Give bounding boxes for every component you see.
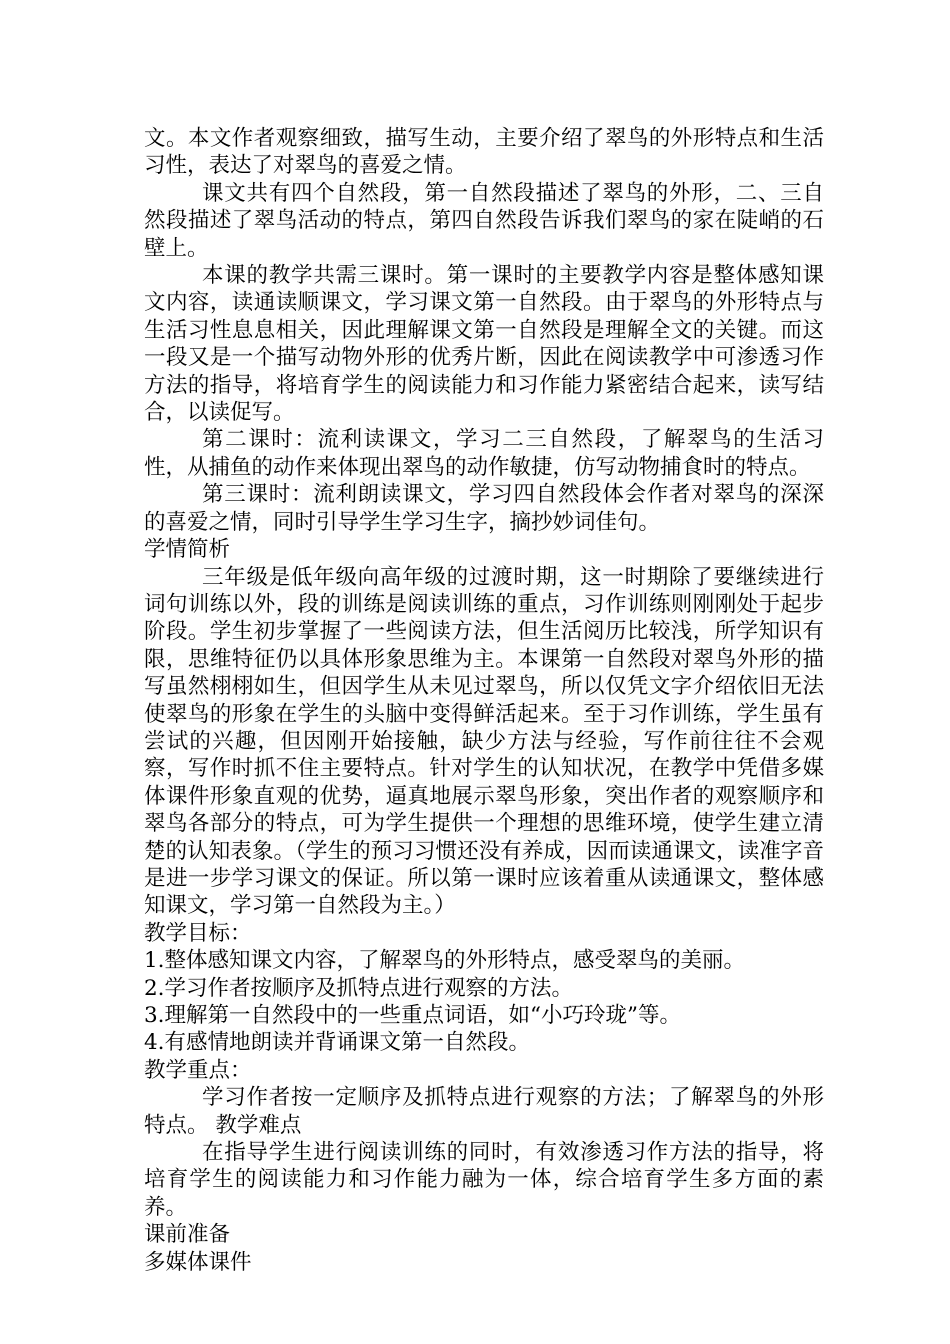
list-item-goal-4: 4.有感情地朗读并背诵课文第一自然段。 xyxy=(144,1030,531,1056)
list-item-goal-3: 3.理解第一自然段中的一些重点词语，如“小巧玲珑”等。 xyxy=(144,1003,681,1028)
heading-preparation: 课前准备 xyxy=(144,1222,231,1248)
paragraph-lesson-plan: 本课的教学共需三课时。第一课时的主要教学内容是整体感知课文内容，读通读顺课文，学习课文第一自然段。由于翠鸟的外形特点与生活习性息息相关，因此理解课文第一自然段是理解全文的关键。而这一段又是一个描写动物外形的优秀片断，因此在阅读教学中可渗透习作方法的指导，将培育学生的阅读能力和习作能力紧密结合起来，读写结合，以读促写。 xyxy=(144,263,824,426)
heading-teaching-goals: 教学目标： xyxy=(144,920,252,946)
paragraph-intro: 文。本文作者观察细致，描写生动，主要介绍了翠鸟的外形特点和生活习性，表达了对翠鸟的喜爱之情。 xyxy=(144,126,824,179)
heading-student-analysis: 学情简析 xyxy=(144,537,231,563)
paragraph-structure: 课文共有四个自然段，第一自然段描述了翠鸟的外形，二、三自然段描述了翠鸟活动的特点，第四自然段告诉我们翠鸟的家在陡峭的石壁上。 xyxy=(144,180,824,261)
list-item-goal-2: 2.学习作者按顺序及抓特点进行观察的方法。 xyxy=(144,975,574,1001)
list-item-goal-1: 1.整体感知课文内容，了解翠鸟的外形特点，感受翠鸟的美丽。 xyxy=(144,948,746,974)
paragraph-third-lesson: 第三课时：流利朗读课文，学习四自然段体会作者对翠鸟的深深的喜爱之情，同时引导学生学习生字，摘抄妙词佳句。 xyxy=(144,482,824,535)
heading-key-points: 教学重点： xyxy=(144,1057,252,1083)
paragraph-difficulties: 在指导学生进行阅读训练的同时，有效渗透习作方法的指导，将培育学生的阅读能力和习作能力融为一体，综合培育学生多方面的素养。 xyxy=(144,1140,824,1220)
paragraph-preparation: 多媒体课件 xyxy=(144,1249,252,1275)
paragraph-second-lesson: 第二课时：流利读课文，学习二三自然段，了解翠鸟的生活习性，从捕鱼的动作来体现出翠鸟的动作敏捷，仿写动物捕食时的特点。 xyxy=(144,427,824,480)
paragraph-key-points: 学习作者按一定顺序及抓特点进行观察的方法；了解翠鸟的外形特点。 教学难点 xyxy=(144,1085,824,1138)
document-body xyxy=(144,125,824,1276)
paragraph-student-analysis: 三年级是低年级向高年级的过渡时期，这一时期除了要继续进行词句训练以外，段的训练是阅读训练的重点，习作训练则刚刚处于起步阶段。学生初步掌握了一些阅读方法，但生活阅历比较浅，所学知识有限，思维特征仍以具体形象思维为主。本课第一自然段对翠鸟外形的描写虽然栩栩如生，但因学生从未见过翠鸟，所以仅凭文字介绍依旧无法使翠鸟的形象在学生的头脑中变得鲜活起来。至于习作训练，学生虽有尝试的兴趣，但因刚开始接触，缺少方法与经验，写作前往往不会观察，写作时抓不住主要特点。针对学生的认知状况，在教学中凭借多媒体课件形象直观的优势，逼真地展示翠鸟形象，突出作者的观察顺序和翠鸟各部分的特点，可为学生提供一个理想的思维环境，使学生建立清楚的认知表象。（学生的预习习惯还没有养成，因而读通课文，读准字音是进一步学习课文的保证。所以第一课时应该着重从读通课文，整体感知课文，学习第一自然段为主。） xyxy=(144,564,824,919)
